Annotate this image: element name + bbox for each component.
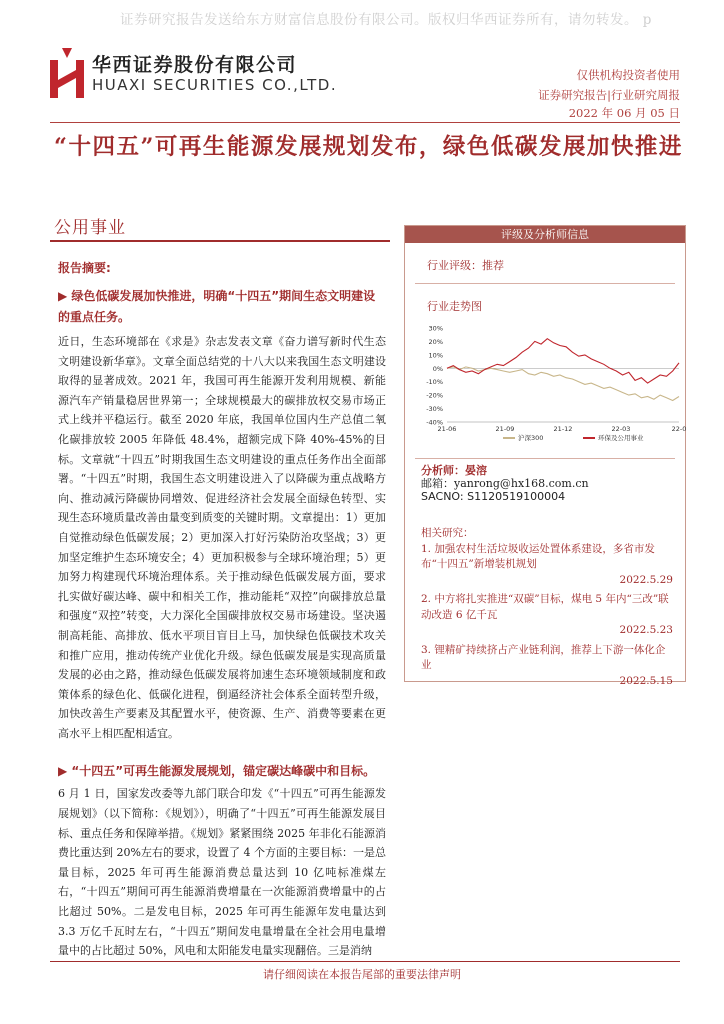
x-tick-label: 21-09 (495, 425, 515, 433)
related-label: 相关研究： (421, 527, 474, 539)
header-divider (50, 122, 680, 123)
analyst-email[interactable]: yanrong@hx168.com.cn (454, 477, 589, 490)
analyst-label: 分析师： (421, 464, 465, 477)
related-item-date: 2022.5.15 (619, 674, 673, 687)
rating-value: 推荐 (482, 259, 504, 272)
industry-divider (50, 240, 390, 242)
related-item-text[interactable]: 2. 中方将扎实推进“双碳”目标，煤电 5 年内“三改”联动改造 6 亿千瓦 (421, 593, 669, 621)
sac-number: S1120519100004 (467, 490, 566, 503)
section-body: 6 月 1 日，国家发改委等九部门联合印发《“十四五”可再生能源发展规划》（以下简称：《规划》），明确了“十四五”可再生能源发展目标、重点任务和保障举措。《规划》紧紧围绕 2025 年非化石能源消费比重达到 20%左右的要求，设置了 4 个方面的主要目标：一是总量目标，2025 年可再生能源消费总量达到 10 亿吨标准煤左右，“十四五”期间可再生能源消费增量在一次能源消费增量中的占比超过 50%。二是发电目标，2025 年可再生能源年发电量达到 3.3 万亿千瓦时左右，“十四五”期间发电量增量在全社会用电量增量中的占比超过 50%，风电和太阳能发电量实现翻倍。三是消纳 (58, 787, 386, 958)
y-tick-label: -40% (426, 418, 443, 427)
analyst-name: 晏溶 (465, 464, 487, 477)
y-tick-label: 30% (428, 324, 443, 333)
legend-label: 沪深300 (518, 434, 544, 442)
rating-label: 行业评级： (427, 259, 482, 272)
trend-title: 行业走势图 (427, 300, 482, 313)
x-tick-label: 21-12 (553, 425, 573, 433)
section-body: 近日，生态环境部在《求是》杂志发表文章《奋力谱写新时代生态文明建设新华章》。文章全面总结党的十八大以来我国生态文明建设取得的显著成效。2021 年，我国可再生能源开发利用规模、新能源汽车产销量稳居世界第一；全球规模最大的碳排放权交易市场正式上线并平稳运行。截至 2020 年底，我国单位国内生产总值二氧化碳排放较 2005 年降低 48.4%，超额完成下降 40%-45%的目标。文章就“十四五”时期我国生态文明建设的重点任务作出全面部署。“十四五”时期，我国生态文明建设进入了以降碳为重点战略方向、推动减污降碳协同增效、促进经济社会发展全面绿色转型、实现生态环境质量改善由量变到质变的关键时期。文章提出：1）更加自觉推动绿色低碳发展；2）更加深入打好污染防治攻坚战；3）更加坚定维护生态环境安全；4）更加积极参与全球环境治理；5）更加努力构建现代环境治理体系。关于推动绿色低碳发展方面，要求扎实做好碳达峰、碳中和相关工作，推动能耗“双控”向碳排放总量和强度“双控”转变，大力深化全国碳排放权交易市场建设。坚决遏制高耗能、高排放、低水平项目盲目上马，加快绿色低碳技术攻关和推广应用，推动传统产业优化升级。绿色低碳发展是实现高质量发展的必由之路，推动绿色低碳发展将加速生态环境领域制度和政策体系的绿色化、低碳化进程，倒逼经济社会体系全面转型升级，加快改善生产要素及其配置水平，使资源、生产、消费等要素在更高水平上相匹配相适宜。 (58, 335, 386, 740)
analyst-sidebar (404, 225, 687, 687)
section-heading: ▶ 绿色低碳发展加快推进，明确“十四五”期间生态文明建设的重点任务。 (58, 289, 376, 324)
related-research (421, 526, 673, 693)
company-name-cn: 华西证券股份有限公司 (92, 54, 298, 76)
x-tick-label: 22-03 (611, 425, 631, 433)
company-logo-icon (50, 48, 84, 98)
y-tick-label: -10% (426, 378, 443, 387)
watermark: 证券研究报告发送给东方财富信息股份有限公司。版权归华西证券所有，请勿转发。 p (120, 12, 652, 28)
footer-divider (50, 961, 680, 962)
sac-label: SACNO: (421, 490, 464, 503)
trend-chart (413, 322, 687, 447)
y-tick-label: 20% (428, 337, 443, 346)
audience-note: 仅供机构投资者使用 (576, 68, 680, 82)
email-label: 邮箱： (421, 477, 454, 490)
report-type: 证券研究报告|行业研究周报 (538, 88, 680, 102)
company-name-en: HUAXI SECURITIES CO.,LTD. (92, 76, 338, 94)
industry-name: 公用事业 (54, 218, 126, 238)
sidebar-divider (415, 283, 675, 284)
y-tick-label: 0% (432, 364, 443, 373)
related-item-text[interactable]: 3. 锂精矿持续挤占产业链利润，推荐上下游一体化企业 (421, 643, 666, 671)
legal-notice[interactable]: 请仔细阅读在本报告尾部的重要法律声明 (263, 968, 461, 981)
related-item-date: 2022.5.29 (619, 573, 673, 586)
abstract-label: 报告摘要: (58, 261, 111, 275)
section-heading: ▶ “十四五”可再生能源发展规划，锚定碳达峰碳中和目标。 (58, 764, 376, 779)
y-tick-label: -30% (426, 405, 443, 414)
x-tick-label: 21-06 (437, 425, 457, 433)
analyst-info (421, 464, 589, 503)
related-item-date: 2022.5.23 (619, 624, 673, 636)
related-item[interactable] (421, 592, 673, 639)
x-tick-label: 22-0 (671, 425, 687, 433)
report-title: “十四五”可再生能源发展规划发布，绿色低碳发展加快推进 (54, 134, 683, 160)
abstract-column (58, 259, 386, 961)
sidebar-divider (415, 458, 675, 459)
y-tick-label: -20% (426, 391, 443, 400)
industry-rating (427, 257, 504, 273)
related-item-text[interactable]: 1. 加强农村生活垃圾收运处置体系建设，多省市发布“十四五”新增装机规划 (421, 542, 655, 570)
report-date: 2022 年 06 月 05 日 (568, 106, 680, 120)
related-item[interactable] (421, 643, 673, 690)
legend-label: 环保及公用事业 (598, 434, 644, 442)
sidebar-header: 评级及分析师信息 (405, 226, 685, 243)
related-item[interactable] (421, 542, 673, 589)
y-tick-label: 10% (428, 351, 443, 360)
